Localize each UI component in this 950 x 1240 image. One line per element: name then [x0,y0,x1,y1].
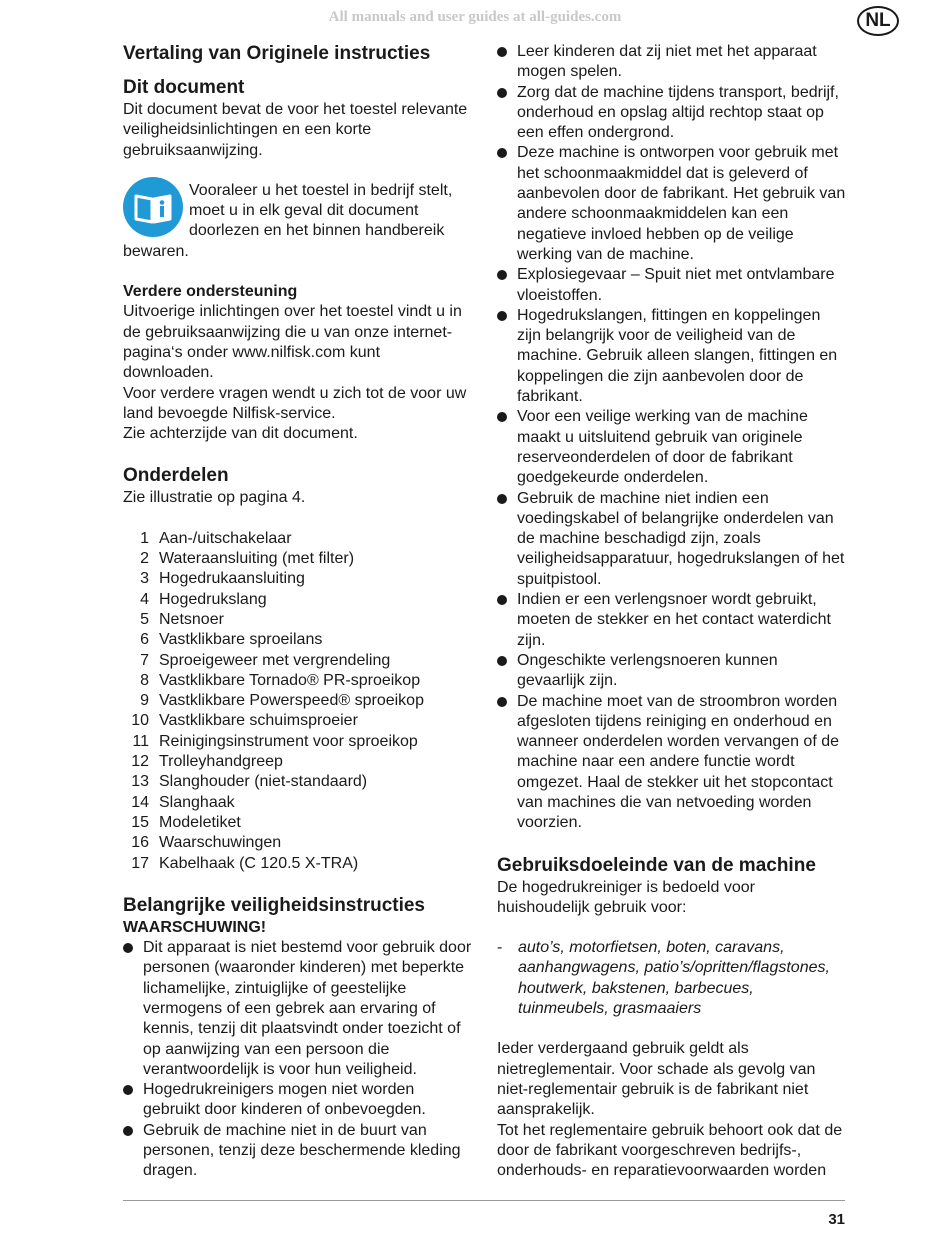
part-number: 15 [131,813,149,831]
left-column [123,42,473,1182]
bullet-item: Hogedrukreinigers mogen niet worden gebruikt door kinderen of onbevoegden. [123,1080,473,1121]
part-item [123,772,473,792]
parts-list [123,529,473,874]
dash-marker: - [497,939,503,957]
part-label: Kabelhaak (C 120.5 X-TRA) [159,854,359,872]
part-item [123,549,473,569]
part-item [123,752,473,772]
part-number: 16 [131,834,149,852]
language-badge: NL [857,6,899,36]
part-number: 4 [140,590,149,608]
part-item [123,711,473,731]
part-number: 6 [140,631,149,649]
part-number: 9 [140,692,149,710]
part-number: 3 [140,570,149,588]
part-item [123,569,473,589]
part-number: 14 [131,793,149,811]
part-number: 17 [131,854,149,872]
part-label: Vastklikbare schuimsproeier [159,712,358,730]
part-number: 12 [131,753,149,771]
part-number: 2 [140,550,149,568]
bullet-item: Gebruik de machine niet in de buurt van personen, tenzij deze beschermende kleding dragen. [123,1121,473,1182]
part-item [123,529,473,549]
part-item [123,610,473,630]
part-label: Reinigingsinstrument voor sproeikop [159,732,418,750]
warning-label: WAARSCHUWING! [123,918,267,936]
uses-list-item [497,938,847,1019]
watermark: All manuals and user guides at all-guides.com [328,9,622,25]
info-block [123,181,473,262]
bullet-item: Hogedrukslangen, fittingen en koppelingen zijn belangrijk voor de veiligheid van de machine. Gebruik alleen slangen, fittingen en koppelingen die zijn aanbevolen door de fabrikant. [497,306,847,407]
closing-text: Tot het reglementaire gebruik behoort ook dat de door de fabrikant voorgeschreven bedrijfs-, onderhouds- en reparatievoorwaarden worden [497,1121,843,1180]
part-label: Hogedrukaansluiting [159,570,305,588]
uses-text: auto’s, motorfietsen, boten, caravans, aanhangwagens, patio’s/opritten/flagstones, houtwerk, bakstenen, barbecues, tuinmeubels, grasmaaiers [518,939,830,1018]
part-number: 5 [140,610,149,628]
part-label: Slanghouder (niet-standaard) [159,773,368,791]
part-item [123,813,473,833]
part-number: 8 [140,671,149,689]
part-item [123,590,473,610]
part-label: Vastklikbare sproeilans [159,631,323,649]
doc-text: Dit document bevat de voor het toestel relevante veiligheidsinlichtingen en een korte gebruiksaanwijzing. [123,101,468,159]
bullet-item: Explosiegevaar – Spuit niet met ontvlambare vloeistoffen. [497,265,847,306]
support-text: Uitvoerige inlichtingen over het toestel vindt u in de gebruiksaanwijzing die u van onze internet-pagina‘s onder www.nilfisk.com kunt downloaden. [123,303,462,382]
part-label: Modeletiket [159,813,241,831]
right-column [497,42,847,1181]
part-number: 11 [132,732,149,750]
page-title: Vertaling van Originele instructies [123,43,431,64]
bullet-item: Ongeschikte verlengsnoeren kunnen gevaarlijk zijn. [497,651,847,692]
part-item [123,732,473,752]
part-label: Wateraansluiting (met filter) [159,550,355,568]
bullet-item: Dit apparaat is niet bestemd voor gebruik door personen (waaronder kinderen) met beperkte lichamelijke, zintuiglijke of geestelijke vermogens of een gebrek aan ervaring of kennis, tenzij dit plaatsvindt onder toezicht of op aanwijzing van een persoon die verantwoordelijk is voor hun veiligheid. [123,938,473,1080]
doc-heading: Dit document [123,77,245,98]
part-label: Trolleyhandgreep [159,753,283,771]
part-number: 1 [140,529,149,547]
part-item [123,651,473,671]
part-item [123,793,473,813]
bullet-item: Voor een veilige werking van de machine maakt u uitsluitend gebruik van originele reserveonderdelen of door de fabrikant goedgekeurde onderdelen. [497,407,847,488]
part-number: 7 [140,651,149,669]
parts-intro: Zie illustratie op pagina 4. [123,489,306,507]
footer-divider [123,1200,845,1201]
part-label: Netsnoer [159,610,224,628]
support-text: Zie achterzijde van dit document. [123,425,358,443]
parts-heading: Onderdelen [123,465,229,487]
part-number: 10 [131,712,149,730]
part-label: Aan-/uitschakelaar [159,529,292,547]
bullet-item: Gebruik de machine niet indien een voedingskabel of belangrijke onderdelen van de machine beschadigd zijn, zoals veiligheidsapparatuur, hogedrukslangen of het spuitpistool. [497,489,847,590]
part-label: Waarschuwingen [159,834,282,852]
bullet-item: De machine moet van de stroombron worden afgesloten tijdens reiniging en onderhoud en wanneer onderdelen worden vervangen of de machine naar een andere functie wordt omgezet. Haal de stekker uit het stopcontact van machines die van netvoeding worden voorzien. [497,692,847,834]
page-number: 31 [828,1211,845,1228]
part-item [123,630,473,650]
book-info-icon [123,177,183,237]
support-text: Voor verdere vragen wendt u zich tot de voor uw land bevoegde Nilfisk-service. [123,384,467,422]
purpose-text: De hogedrukreiniger is bedoeld voor huishoudelijk gebruik voor: [497,878,755,916]
part-label: Vastklikbare Powerspeed® sproeikop [159,692,424,710]
part-item [123,691,473,711]
bullet-item: Indien er een verlengsnoer wordt gebruikt, moeten de stekker en het contact waterdicht zijn. [497,590,847,651]
bullet-item: Zorg dat de machine tijdens transport, bedrijf, onderhoud en opslag altijd rechtop staat op een effen ondergrond. [497,83,847,144]
bullet-item: Leer kinderen dat zij niet met het apparaat mogen spelen. [497,42,847,83]
closing-text: Ieder verdergaand gebruik geldt als nietreglementair. Voor schade als gevolg van niet-reglementair gebruik is de fabrikant niet aansprakelijk. [497,1040,816,1119]
part-label: Sproeigeweer met vergrendeling [159,651,391,669]
part-item [123,854,473,874]
info-text: Vooraleer u het toestel in bedrijf stelt, moet u in elk geval dit document doorlezen en het binnen handbereik bewaren. [123,181,453,260]
part-item [123,671,473,691]
bullet-item: Deze machine is ontworpen voor gebruik met het schoonmaakmiddel dat is geleverd of aanbevolen door de fabrikant. Het gebruik van andere schoonmaakmiddelen kan een negatieve invloed hebben op de veilige werking van de machine. [497,143,847,265]
part-label: Hogedrukslang [159,590,267,608]
safety-list-continued [497,42,847,834]
support-heading: Verdere ondersteuning [123,283,298,301]
purpose-heading: Gebruiksdoeleinde van de machine [497,854,816,876]
safety-heading: Belangrijke veiligheidsinstructies [123,894,425,916]
part-number: 13 [131,773,149,791]
part-label: Vastklikbare Tornado® PR-sproeikop [159,671,421,689]
safety-list [123,938,473,1182]
part-item [123,833,473,853]
part-label: Slanghaak [159,793,235,811]
